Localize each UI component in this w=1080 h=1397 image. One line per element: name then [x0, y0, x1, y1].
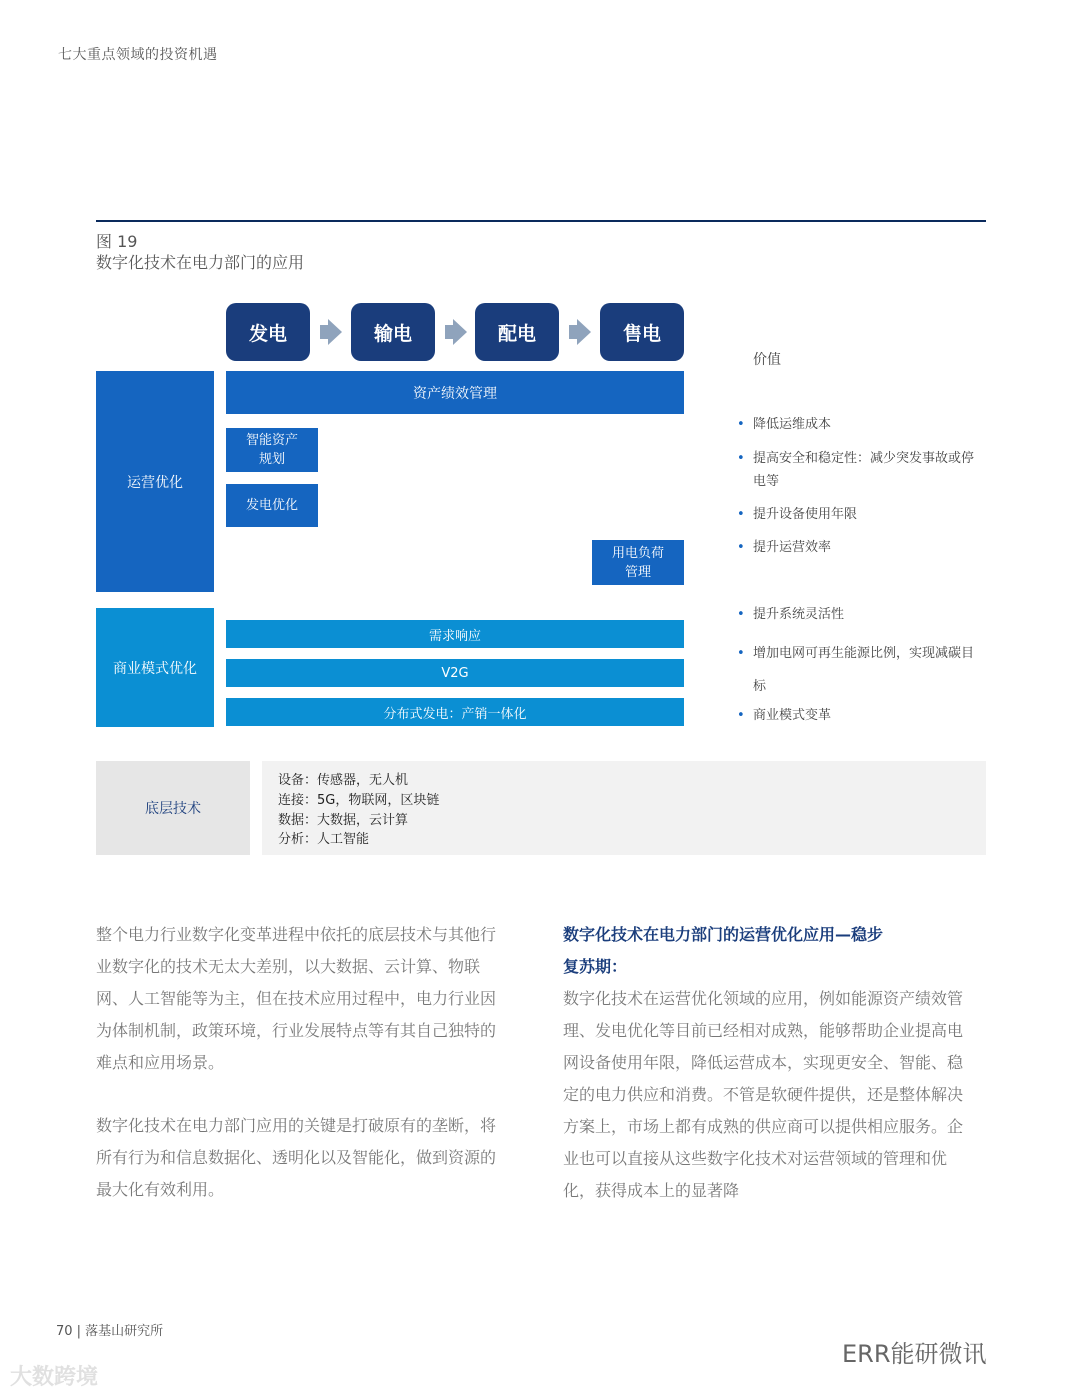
value-item: • 商业模式变革 — [737, 704, 977, 727]
watermark-left: 大数跨境 — [10, 1365, 99, 1390]
value-item: • 提高安全和稳定性：减少突发事故或停电等 — [737, 447, 977, 493]
bullet-icon: • — [737, 417, 745, 432]
bullet-icon: • — [737, 646, 745, 661]
page-footer: 70 | 落基山研究所 — [56, 1324, 164, 1339]
load-management-box: 用电负荷 管理 — [592, 540, 684, 585]
arrow-right-icon — [569, 325, 577, 339]
body-paragraph-1: 整个电力行业数字化变革进程中依托的底层技术与其他行业数字化的技术无太大差别，以大数据、云计算、物联网、人工智能等为主，但在技术应用过程中，电力行业因为体制机制，政策环境，行业发展特点等有其自己独特的难点和应用场景。 — [96, 925, 497, 1072]
stage-retail: 售电 — [600, 303, 684, 361]
section-heading: 数字化技术在电力部门的运营优化应用—稳步复苏期： — [563, 925, 884, 976]
bullet-icon: • — [737, 708, 745, 723]
stage-distribution: 配电 — [475, 303, 559, 361]
tech-line: 数据：大数据，云计算 — [278, 813, 409, 828]
category-operations-optimization: 运营优化 — [96, 371, 214, 592]
value-item: • 增加电网可再生能源比例，实现减碳目标 — [737, 637, 977, 695]
value-item: • 提升运营效率 — [737, 536, 977, 559]
bullet-icon: • — [737, 507, 745, 522]
tech-line: 连接：5G，物联网，区块链 — [278, 793, 440, 808]
arrow-right-icon — [453, 319, 467, 345]
value-column-label: 价值 — [753, 352, 781, 368]
arrow-right-icon — [320, 325, 328, 339]
bullet-icon: • — [737, 540, 745, 555]
running-header: 七大重点领域的投资机遇 — [58, 47, 218, 63]
smart-asset-planning-box: 智能资产 规划 — [226, 428, 318, 472]
stage-generation: 发电 — [226, 303, 310, 361]
bullet-icon: • — [737, 607, 745, 622]
figure-top-rule — [96, 220, 986, 222]
value-item: • 提升系统灵活性 — [737, 603, 977, 626]
bullet-icon: • — [737, 451, 745, 466]
tech-line: 设备：传感器，无人机 — [278, 773, 409, 788]
body-paragraph-3: 数字化技术在运营优化领域的应用，例如能源资产绩效管理、发电优化等目前已经相对成熟，能够帮助企业提高电网设备使用年限，降低运营成本，实现更安全、智能、稳定的电力供应和消费。不管是软硬件提供，还是整体解决方案上，市场上都有成熟的供应商可以提供相应服务。企业也可以直接从这些数字化技术对运营领域的管理和优化，获得成本上的显著降 — [563, 989, 964, 1200]
v2g-bar: V2G — [226, 659, 684, 687]
figure-title: 数字化技术在电力部门的应用 — [96, 253, 305, 272]
underlying-tech-label: 底层技术 — [96, 761, 250, 855]
watermark-right: ERR能研微讯 — [842, 1340, 987, 1368]
value-item: • 提升设备使用年限 — [737, 503, 977, 526]
body-paragraph-2: 数字化技术在电力部门应用的关键是打破原有的垄断，将所有行为和信息数据化、透明化以及智能化，做到资源的最大化有效利用。 — [96, 1116, 497, 1199]
stage-transmission: 输电 — [351, 303, 435, 361]
distributed-generation-bar: 分布式发电：产销一体化 — [226, 698, 684, 726]
value-item: • 降低运维成本 — [737, 413, 977, 436]
arrow-right-icon — [445, 325, 453, 339]
arrow-right-icon — [328, 319, 342, 345]
tech-line: 分析：人工智能 — [278, 832, 370, 847]
figure-number: 图 19 — [96, 232, 138, 251]
arrow-right-icon — [577, 319, 591, 345]
generation-optimization-box: 发电优化 — [226, 484, 318, 527]
category-business-model-optimization: 商业模式优化 — [96, 608, 214, 727]
demand-response-bar: 需求响应 — [226, 620, 684, 648]
asset-performance-bar: 资产绩效管理 — [226, 371, 684, 414]
